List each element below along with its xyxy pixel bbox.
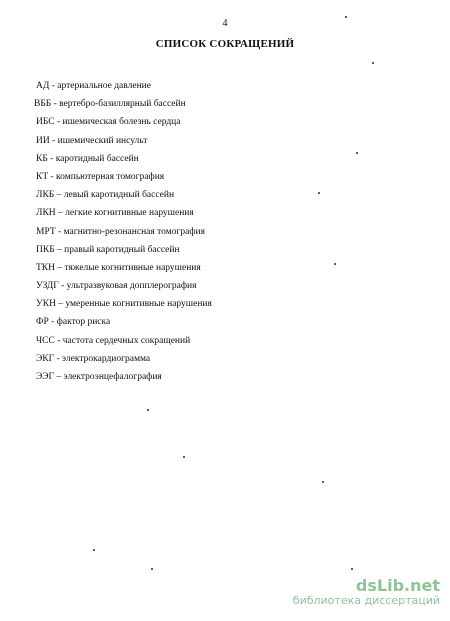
abbreviation-item: УЗДГ - ультразвуковая допплерография: [36, 281, 197, 292]
watermark-brand: dsLib.net: [355, 576, 440, 595]
abbreviation-list: [36, 80, 212, 389]
scan-speck: [147, 409, 149, 411]
abbreviation-item: ЭКГ - электрокардиограмма: [36, 353, 151, 364]
scan-speck: [318, 192, 320, 194]
abbreviation-item: ПКБ – правый каротидный бассейн: [36, 244, 180, 255]
scan-speck: [322, 481, 324, 483]
abbreviation-item: ЭЭГ – электроэнцефалография: [36, 372, 162, 382]
page-number: 4: [222, 18, 228, 29]
scan-speck: [334, 263, 336, 265]
abbreviation-item: ЛКН – легкие когнитивные нарушения: [36, 208, 194, 219]
scan-speck: [183, 456, 185, 458]
abbreviation-item: КТ - компьютерная томография: [36, 171, 165, 182]
scan-speck: [372, 62, 374, 64]
abbreviation-item: УКН – умеренные когнитивные нарушения: [36, 299, 212, 310]
scan-speck: [345, 16, 347, 18]
scan-speck: [151, 568, 153, 570]
abbreviation-item: ЧСС - частота сердечных сокращений: [36, 335, 191, 346]
scan-speck: [356, 152, 358, 154]
abbreviation-item: ВББ - вертебро-базиллярный бассейн: [34, 99, 186, 110]
scan-speck: [93, 549, 95, 551]
abbreviation-item: МРТ - магнитно-резонансная томография: [36, 226, 205, 237]
abbreviation-item: ИИ - ишемический инсульт: [36, 135, 148, 146]
dslib-watermark: [293, 577, 440, 607]
abbreviation-item: КБ - каротидный бассейн: [36, 153, 139, 164]
abbreviation-item: ИБС - ишемическая болезнь сердца: [36, 117, 181, 128]
abbreviation-item: АД - артериальное давление: [36, 81, 151, 91]
scan-speck: [351, 568, 353, 570]
page-title: СПИСОК СОКРАЩЕНИЙ: [155, 38, 295, 50]
watermark-caption: библиотека диссертаций: [292, 594, 440, 607]
abbreviation-item: ЛКБ – левый каротидный бассейн: [36, 190, 175, 201]
abbreviation-item: ТКН – тяжелые когнитивные нарушения: [36, 262, 201, 273]
abbreviation-item: ФР - фактор риска: [36, 317, 111, 328]
